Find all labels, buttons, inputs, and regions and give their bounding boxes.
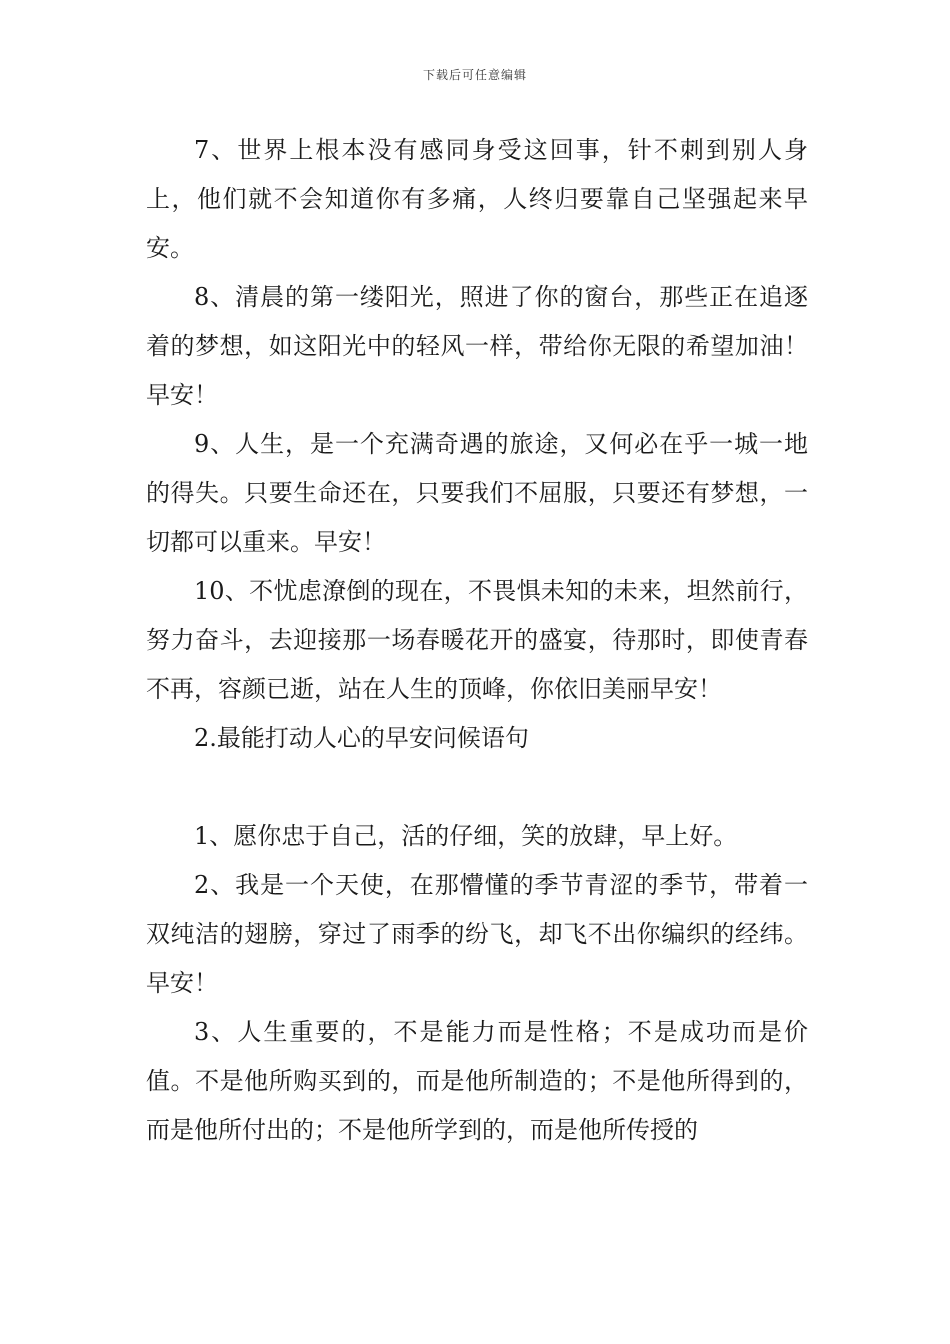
paragraph-2: 2、我是一个天使，在那懵懂的季节青涩的季节，带着一双纯洁的翅膀，穿过了雨季的纷飞，却飞不出你编织的经纬。早安！ [146, 871, 808, 997]
paragraph-8: 8、清晨的第一缕阳光，照进了你的窗台，那些正在追逐着的梦想，如这阳光中的轻风一样，带给你无限的希望加油！早安！ [146, 283, 808, 409]
paragraph-9: 9、人生，是一个充满奇遇的旅途，又何必在乎一城一地的得失。只要生命还在，只要我们不屈服，只要还有梦想，一切都可以重来。早安！ [146, 430, 808, 556]
section-heading: 2.最能打动人心的早安问候语句 [194, 724, 529, 752]
paragraph-7: 7、世界上根本没有感同身受这回事，针不刺到别人身上，他们就不会知道你有多痛，人终归要靠自己坚强起来早安。 [146, 136, 808, 262]
paragraph-10: 10、不忧虑潦倒的现在，不畏惧未知的未来，坦然前行，努力奋斗，去迎接那一场春暖花开的盛宴，待那时，即使青春不再，容颜已逝，站在人生的顶峰，你依旧美丽早安！ [146, 577, 808, 703]
document-body [146, 126, 808, 1155]
paragraph-1: 1、愿你忠于自己，活的仔细，笑的放肆，早上好。 [194, 822, 738, 850]
page-header: 下载后可任意编辑 [422, 68, 527, 82]
paragraph-3: 3、人生重要的，不是能力而是性格；不是成功而是价值。不是他所购买到的，而是他所制造的；不是他所得到的，而是他所付出的；不是他所学到的，而是他所传授的 [146, 1018, 808, 1144]
